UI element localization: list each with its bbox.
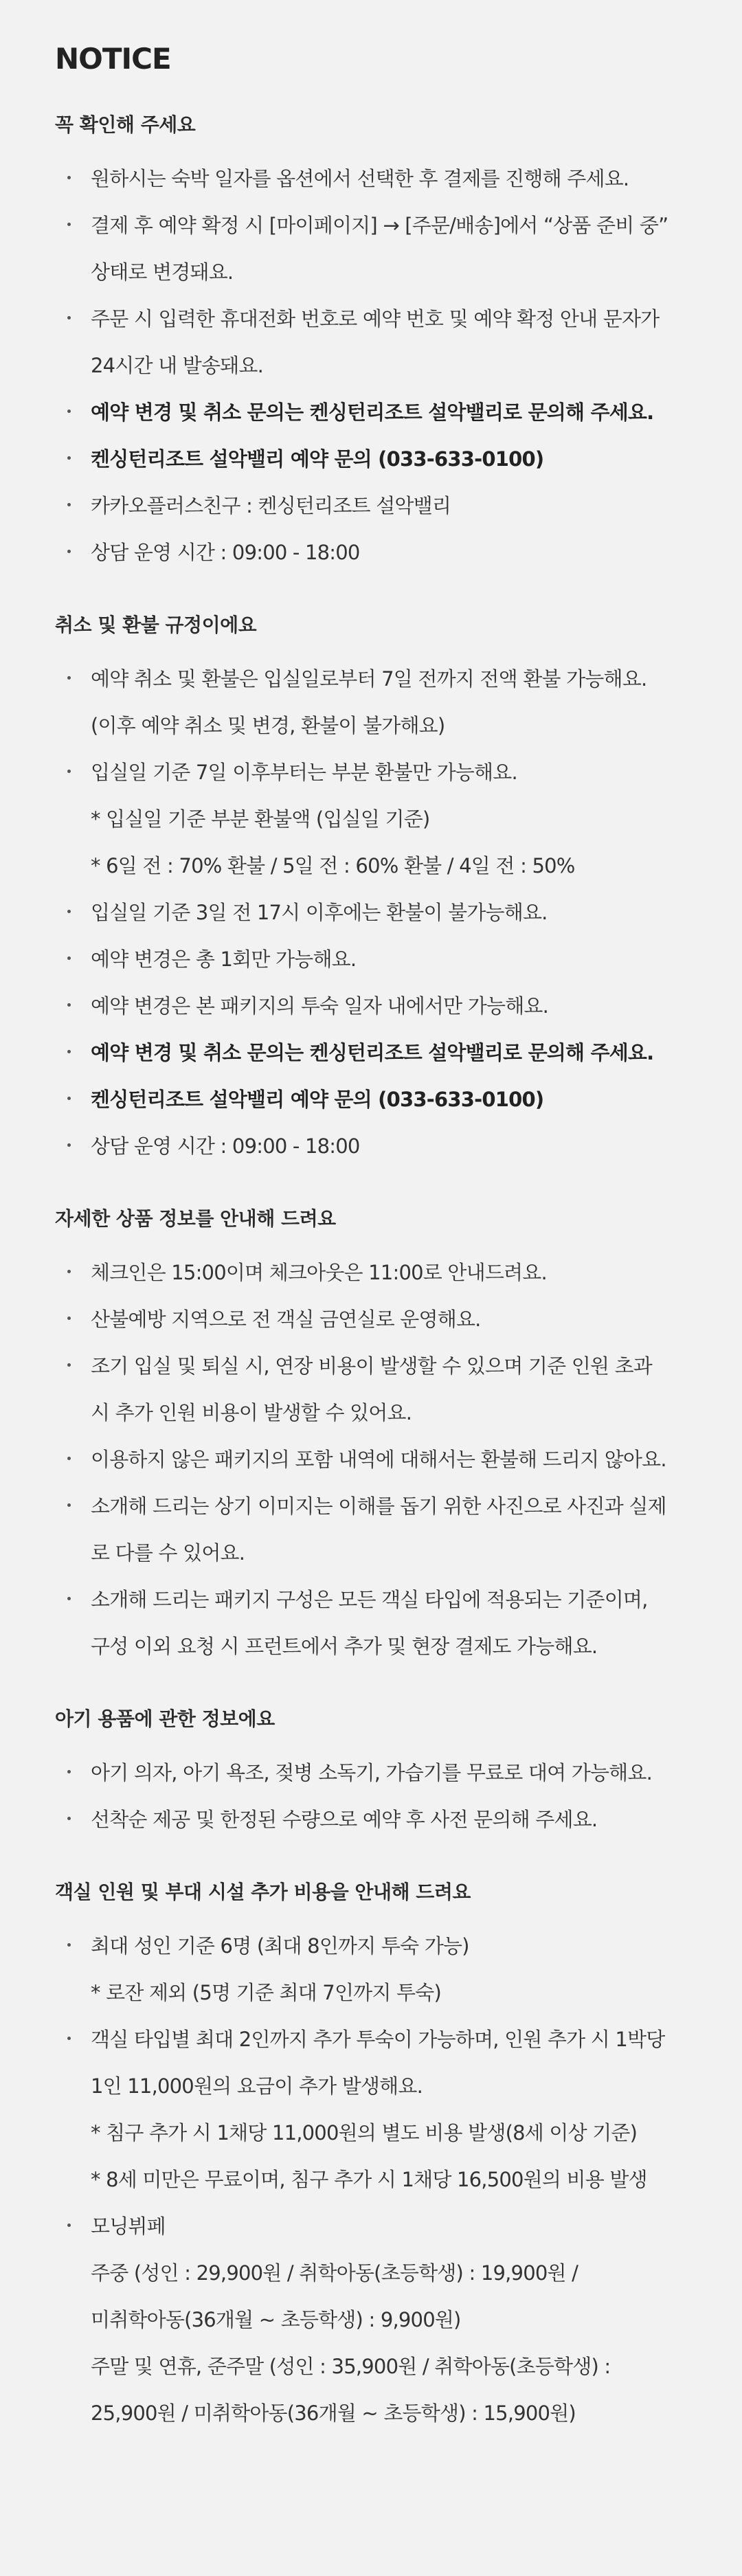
section-title: 객실 인원 및 부대 시설 추가 비용을 안내해 드려요 [55, 1881, 471, 1903]
list-item-text: 켄싱턴리조트 설악밸리 예약 문의 (033-633-0100) [91, 1088, 544, 1111]
list-item [55, 1029, 687, 1076]
list-item-text: 24시간 내 발송돼요. [91, 354, 264, 377]
notice-list [55, 656, 687, 1169]
list-item [55, 656, 687, 749]
list-item-text: 모닝뷔페 [91, 2215, 166, 2238]
list-item-text: 결제 후 예약 확정 시 [마이페이지] → [주문/배송]에서 “상품 준비 중” [91, 214, 668, 237]
list-item-text: 예약 변경은 본 패키지의 투숙 일자 내에서만 가능해요. [91, 994, 549, 1018]
list-item-text: 상태로 변경돼요. [91, 260, 234, 284]
list-item [55, 202, 687, 295]
list-item [55, 1076, 687, 1123]
page-title: NOTICE [55, 42, 171, 76]
section-extra-costs [55, 1877, 687, 2437]
list-item-text: 예약 변경 및 취소 문의는 켄싱턴리조트 설악밸리로 문의해 주세요. [91, 1041, 654, 1064]
list-item-text: 이용하지 않은 패키지의 포함 내역에 대해서는 환불해 드리지 않아요. [91, 1448, 666, 1471]
list-item-text: * 6일 전 : 70% 환불 / 5일 전 : 60% 환불 / 4일 전 : 50% [91, 854, 575, 877]
list-item-text: 25,900원 / 미취학아동(36개월 ~ 초등학생) : 15,900원) [91, 2401, 576, 2425]
list-item [55, 1436, 687, 1483]
list-item-text: 최대 성인 기준 6명 (최대 8인까지 투숙 가능) [91, 1934, 469, 1958]
list-item [55, 1343, 687, 1436]
list-item [55, 482, 687, 529]
list-item [55, 1296, 687, 1343]
list-item-text: 입실일 기준 7일 이후부터는 부분 환불만 가능해요. [91, 761, 517, 784]
list-item-text: 예약 취소 및 환불은 입실일로부터 7일 전까지 전액 환불 가능해요. [91, 667, 647, 691]
list-item [55, 936, 687, 983]
list-item [55, 1249, 687, 1296]
list-item [55, 2203, 687, 2437]
section-title: 꼭 확인해 주세요 [55, 113, 196, 136]
list-item-text: 원하시는 숙박 일자를 옵션에서 선택한 후 결제를 진행해 주세요. [91, 167, 629, 190]
list-item [55, 529, 687, 576]
list-item-text: 주중 (성인 : 29,900원 / 취학아동(초등학생) : 19,900원 / [91, 2261, 578, 2285]
list-item-text: 예약 변경 및 취소 문의는 켄싱턴리조트 설악밸리로 문의해 주세요. [91, 401, 654, 424]
section-refund-policy [55, 610, 687, 1169]
section-title: 자세한 상품 정보를 안내해 드려요 [55, 1207, 336, 1230]
list-item-text: * 입실일 기준 부분 환불액 (입실일 기준) [91, 807, 430, 831]
list-item-text: 객실 타입별 최대 2인까지 추가 투숙이 가능하며, 인원 추가 시 1박당 [91, 2028, 665, 2051]
list-item [55, 983, 687, 1029]
list-item [55, 1123, 687, 1169]
list-item [55, 1576, 687, 1670]
list-item-text: 주말 및 연휴, 준주말 (성인 : 35,900원 / 취학아동(초등학생) : [91, 2355, 611, 2378]
list-item [55, 155, 687, 202]
list-item [55, 1796, 687, 1843]
list-item [55, 1749, 687, 1796]
section-title: 아기 용품에 관한 정보에요 [55, 1707, 275, 1730]
list-item-text: 로 다를 수 있어요. [91, 1541, 245, 1565]
list-item-text: 상담 운영 시간 : 09:00 - 18:00 [91, 1134, 360, 1158]
list-item-text: 켄싱턴리조트 설악밸리 예약 문의 (033-633-0100) [91, 447, 544, 471]
list-item-text: 구성 이외 요청 시 프런트에서 추가 및 현장 결제도 가능해요. [91, 1635, 598, 1658]
notice-list [55, 1749, 687, 1843]
list-item-text: 1인 11,000원의 요금이 추가 발생해요. [91, 2074, 423, 2098]
notice-list [55, 1923, 687, 2437]
list-item-text: 미취학아동(36개월 ~ 초등학생) : 9,900원) [91, 2308, 461, 2331]
list-item-text: 체크인은 15:00이며 체크아웃은 11:00로 안내드려요. [91, 1261, 547, 1284]
list-item-text: 주문 시 입력한 휴대전화 번호로 예약 번호 및 예약 확정 안내 문자가 [91, 307, 660, 331]
list-item [55, 389, 687, 436]
list-item-text: 조기 입실 및 퇴실 시, 연장 비용이 발생할 수 있으며 기준 인원 초과 [91, 1354, 653, 1378]
list-item-text: 입실일 기준 3일 전 17시 이후에는 환불이 불가능해요. [91, 901, 548, 924]
list-item [55, 1923, 687, 2016]
list-item [55, 295, 687, 389]
list-item-text: 예약 변경은 총 1회만 가능해요. [91, 948, 357, 971]
notice-sections [55, 110, 687, 2437]
section-product-info [55, 1204, 687, 1670]
list-item-text: 아기 의자, 아기 욕조, 젖병 소독기, 가습기를 무료로 대여 가능해요. [91, 1761, 653, 1784]
list-item-text: (이후 예약 취소 및 변경, 환불이 불가해요) [91, 714, 445, 737]
list-item [55, 889, 687, 936]
list-item-text: 선착순 제공 및 한정된 수량으로 예약 후 사전 문의해 주세요. [91, 1808, 598, 1831]
section-title: 취소 및 환불 규정이에요 [55, 614, 257, 636]
notice-list [55, 155, 687, 576]
notice-list [55, 1249, 687, 1670]
list-item-text: 소개해 드리는 패키지 구성은 모든 객실 타입에 적용되는 기준이며, [91, 1588, 648, 1611]
list-item-text: * 침구 추가 시 1채당 11,000원의 별도 비용 발생(8세 이상 기준) [91, 2121, 638, 2144]
list-item-text: 시 추가 인원 비용이 발생할 수 있어요. [91, 1401, 412, 1424]
list-item [55, 1483, 687, 1576]
section-must-check [55, 110, 687, 576]
list-item-text: 산불예방 지역으로 전 객실 금연실로 운영해요. [91, 1308, 481, 1331]
list-item-text: * 8세 미만은 무료이며, 침구 추가 시 1채당 16,500원의 비용 발생 [91, 2168, 647, 2191]
list-item [55, 436, 687, 482]
list-item-text: 카카오플러스친구 : 켄싱턴리조트 설악밸리 [91, 494, 451, 517]
list-item-text: 소개해 드리는 상기 이미지는 이해를 돕기 위한 사진으로 사진과 실제 [91, 1494, 666, 1518]
list-item [55, 2016, 687, 2203]
list-item-text: * 로잔 제외 (5명 기준 최대 7인까지 투숙) [91, 1981, 441, 2004]
list-item-text: 상담 운영 시간 : 09:00 - 18:00 [91, 541, 360, 564]
list-item [55, 749, 687, 889]
section-baby-items [55, 1704, 687, 1843]
